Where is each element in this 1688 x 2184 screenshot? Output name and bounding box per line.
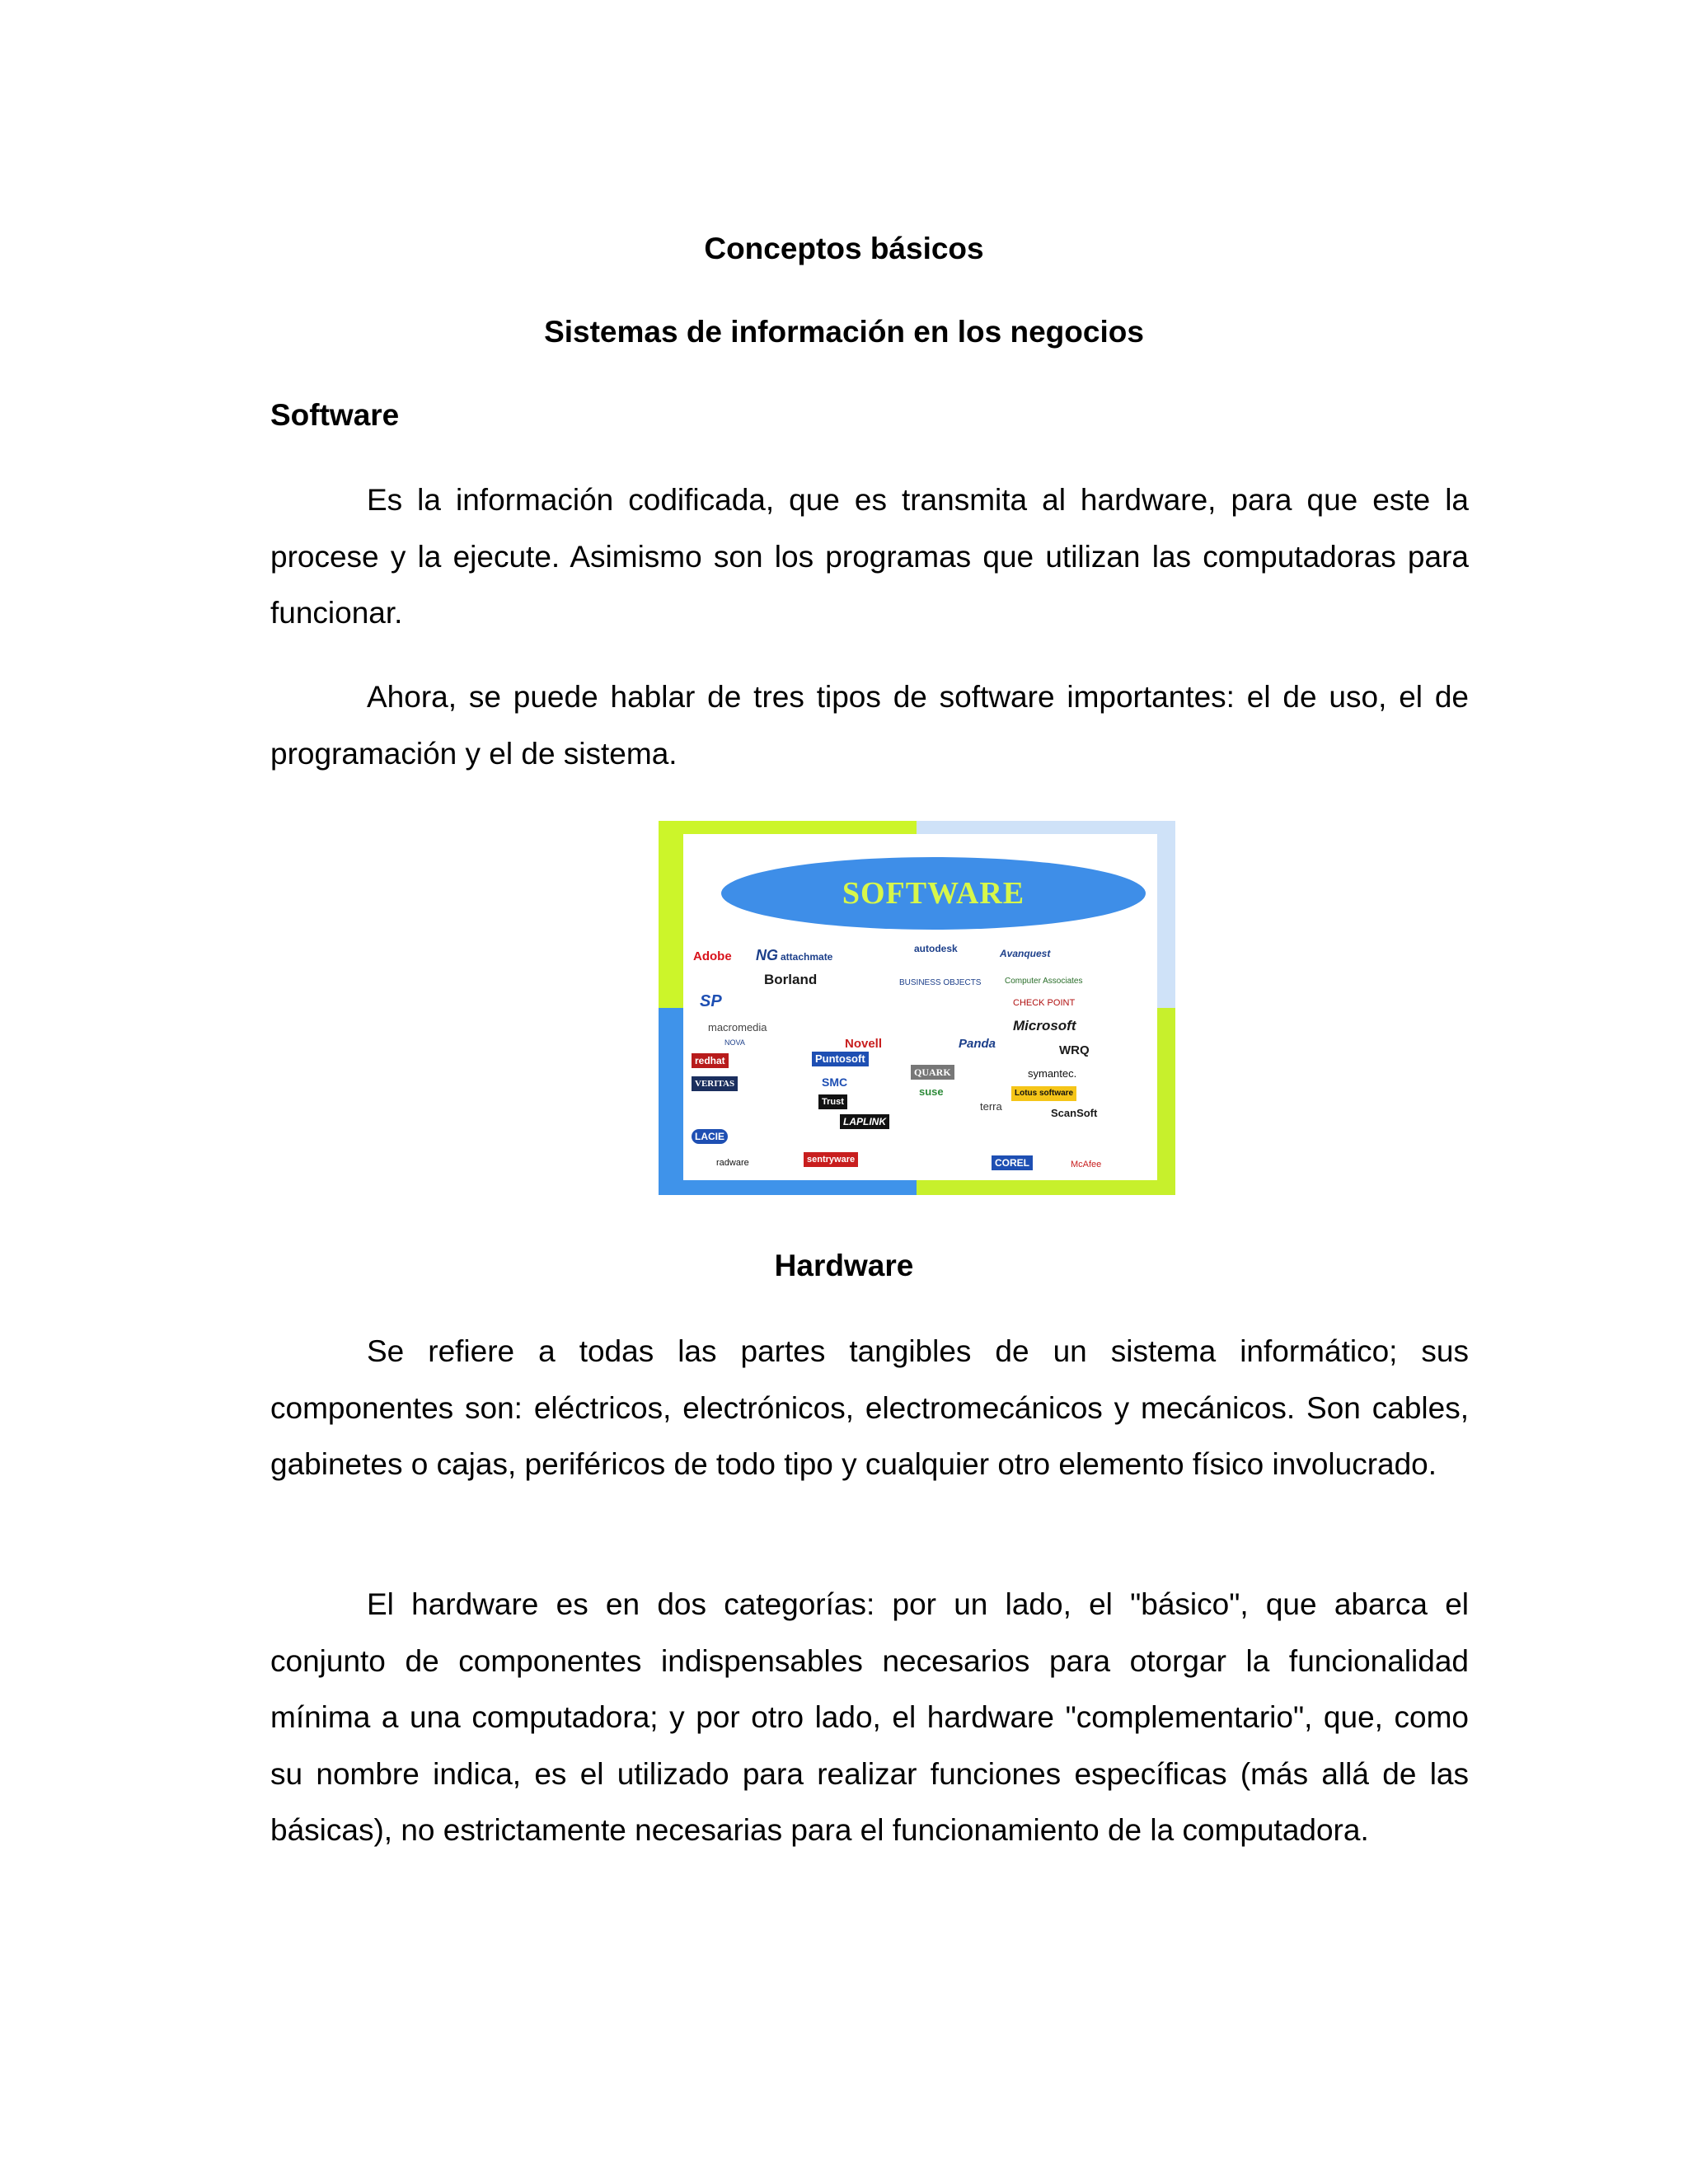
logo-checkpoint: CHECK POINT [1013, 998, 1076, 1008]
logo-microsoft: Microsoft [1013, 1018, 1076, 1033]
logo-collage [683, 834, 1157, 1180]
software-paragraph-1: Es la información codificada, que es transmita al hardware, para que este la procese y la ejecute. Asimismo son los programas que utilizan las computadoras para funcionar. [270, 483, 1469, 630]
logo-avanquest: Avanquest [1000, 948, 1051, 959]
logo-borland: Borland [764, 972, 818, 987]
logo-veritas: VERITAS [692, 1076, 738, 1091]
logo-symantec: symantec. [1028, 1067, 1077, 1080]
logo-quark: QUARK [911, 1065, 954, 1080]
software-banner-text: SOFTWARE [842, 876, 1025, 911]
logo-autodesk: autodesk [914, 943, 958, 954]
logo-sp: SP [700, 992, 722, 1010]
document-subtitle: Sistemas de información en los negocios [544, 315, 1144, 349]
software-logos-image [659, 821, 1175, 1195]
hardware-paragraph-2: El hardware es en dos categorías: por un lado, el "básico", que abarca el conjunto de componentes indispensables necesarios para otorgar la funcionalidad mínima a una computadora; y por otro lado, el hardware "complementario", que, como su nombre indica, es el utilizado para realizar funciones específicas (más allá de las básicas), no estrictamente necesarias para el funcionamiento de la computadora. [270, 1587, 1469, 1847]
logo-trust: Trust [818, 1094, 847, 1109]
software-banner [721, 857, 1146, 930]
section-heading-hardware: Hardware [774, 1249, 914, 1282]
logo-scansoft: ScanSoft [1051, 1107, 1098, 1119]
logo-adobe: Adobe [693, 949, 732, 963]
logo-ng: NG [756, 947, 778, 963]
logo-macromedia: macromedia [708, 1021, 767, 1033]
logo-mcafee: McAfee [1071, 1160, 1102, 1169]
logo-corel: COREL [992, 1155, 1033, 1170]
document-title: Conceptos básicos [704, 232, 984, 265]
logo-lotus: Lotus software [1011, 1086, 1076, 1101]
logo-novell: Novell [845, 1037, 883, 1051]
logo-redhat: redhat [692, 1053, 729, 1068]
logo-wrq: WRQ [1059, 1043, 1090, 1057]
logo-nova: NOVA [724, 1038, 745, 1047]
logo-suse: suse [919, 1085, 944, 1098]
logo-business-objects: BUSINESS OBJECTS [899, 978, 982, 987]
logo-terra: terra [980, 1100, 1002, 1113]
logo-puntosoft: Puntosoft [812, 1052, 869, 1066]
hardware-paragraph-1: Se refiere a todas las partes tangibles de un sistema informático; sus componentes son: eléctricos, electrónicos, electromecánicos y mecánicos. Son cables, gabinetes o cajas, periféricos de todo tipo y cualquier otro elemento físico involucrado. [270, 1334, 1469, 1481]
logo-laplink: LAPLINK [840, 1114, 889, 1129]
logo-attachmate: attachmate [781, 951, 833, 963]
logo-radware: radware [716, 1158, 749, 1168]
section-heading-software: Software [270, 398, 400, 432]
logo-sentryware: sentryware [804, 1152, 858, 1167]
software-paragraph-2: Ahora, se puede hablar de tres tipos de software importantes: el de uso, el de programación y el de sistema. [270, 680, 1469, 771]
logo-panda: Panda [959, 1037, 996, 1051]
logo-smc: SMC [822, 1076, 848, 1089]
logo-lacie: LACIE [692, 1129, 728, 1144]
logo-computer-associates: Computer Associates [1005, 977, 1083, 986]
